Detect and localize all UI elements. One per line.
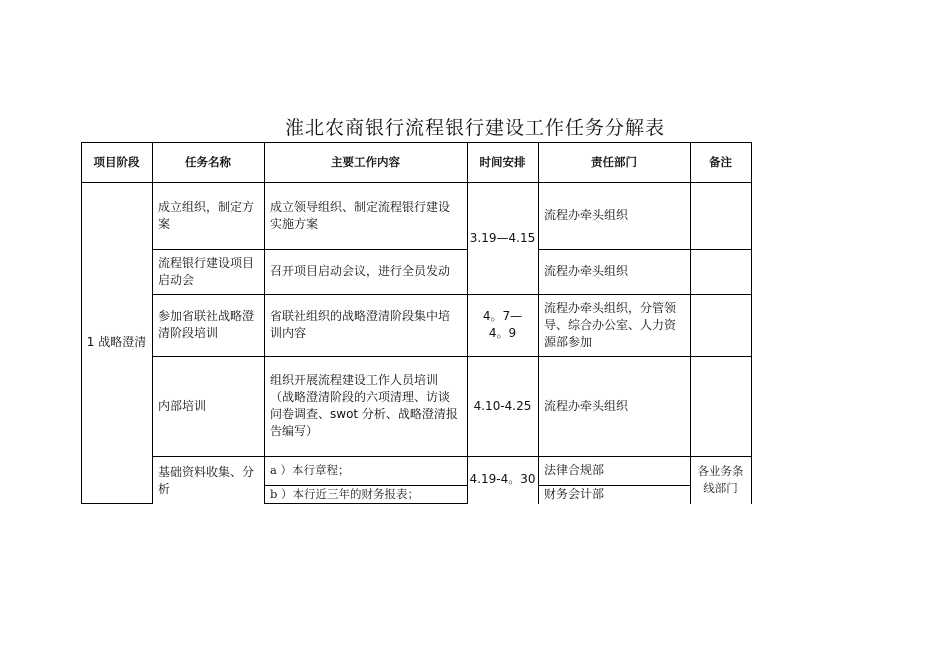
time-cell: 4.19-4。30 <box>469 472 536 486</box>
content-cell: a ）本行章程； <box>270 463 350 477</box>
grid-line <box>690 142 691 504</box>
page-title: 淮北农商银行流程银行建设工作任务分解表 <box>284 117 665 139</box>
dept-cell: 流程办牵头组织，分管领导、综合办公室、人力资源部参加 <box>544 300 677 349</box>
note-cell: 各业务条线部门 <box>697 463 744 495</box>
task-cell: 参加省联社战略澄清阶段培训 <box>158 309 255 340</box>
header-dept: 责任部门 <box>591 154 637 169</box>
grid-line <box>751 142 752 504</box>
grid-line <box>264 503 467 504</box>
header-time: 时间安排 <box>479 154 526 169</box>
content-cell: 省联社组织的战略澄清阶段集中培训内容 <box>270 309 451 340</box>
content-cell: 组织开展流程建设工作人员培训（战略澄清阶段的六项清理、访谈问卷调查、swot 分析、战略澄清报告编写） <box>270 373 458 438</box>
content-cell: 召开项目启动会议，进行全员发动 <box>270 264 451 278</box>
content-cell: 成立领导组织、制定流程银行建设实施方案 <box>270 199 451 231</box>
task-cell: 内部培训 <box>158 398 207 413</box>
dept-cell: 法律合规部 <box>544 463 605 477</box>
dept-cell: 流程办牵头组织 <box>544 398 629 413</box>
dept-cell: 流程办牵头组织 <box>544 264 629 278</box>
header-task: 任务名称 <box>185 154 231 169</box>
task-cell: 基础资料收集、分析 <box>158 465 255 496</box>
time-cell: 4.10-4.25 <box>473 398 532 413</box>
header-note: 备注 <box>709 154 732 169</box>
time-cell: 4。7—4。9 <box>482 309 523 340</box>
stage-cell: 1 战略澄清 <box>86 335 147 349</box>
dept-cell: 流程办牵头组织 <box>544 208 629 222</box>
task-cell: 流程银行建设项目启动会 <box>158 255 255 287</box>
dept-cell: 财务会计部 <box>544 487 605 501</box>
header-content: 主要工作内容 <box>331 154 400 169</box>
grid-line <box>81 503 152 504</box>
header-stage: 项目阶段 <box>93 154 140 169</box>
time-cell: 3.19—4.15 <box>469 230 536 245</box>
task-cell: 成立组织，制定方案 <box>158 199 255 231</box>
content-cell: b ）本行近三年的财务报表； <box>270 486 420 501</box>
